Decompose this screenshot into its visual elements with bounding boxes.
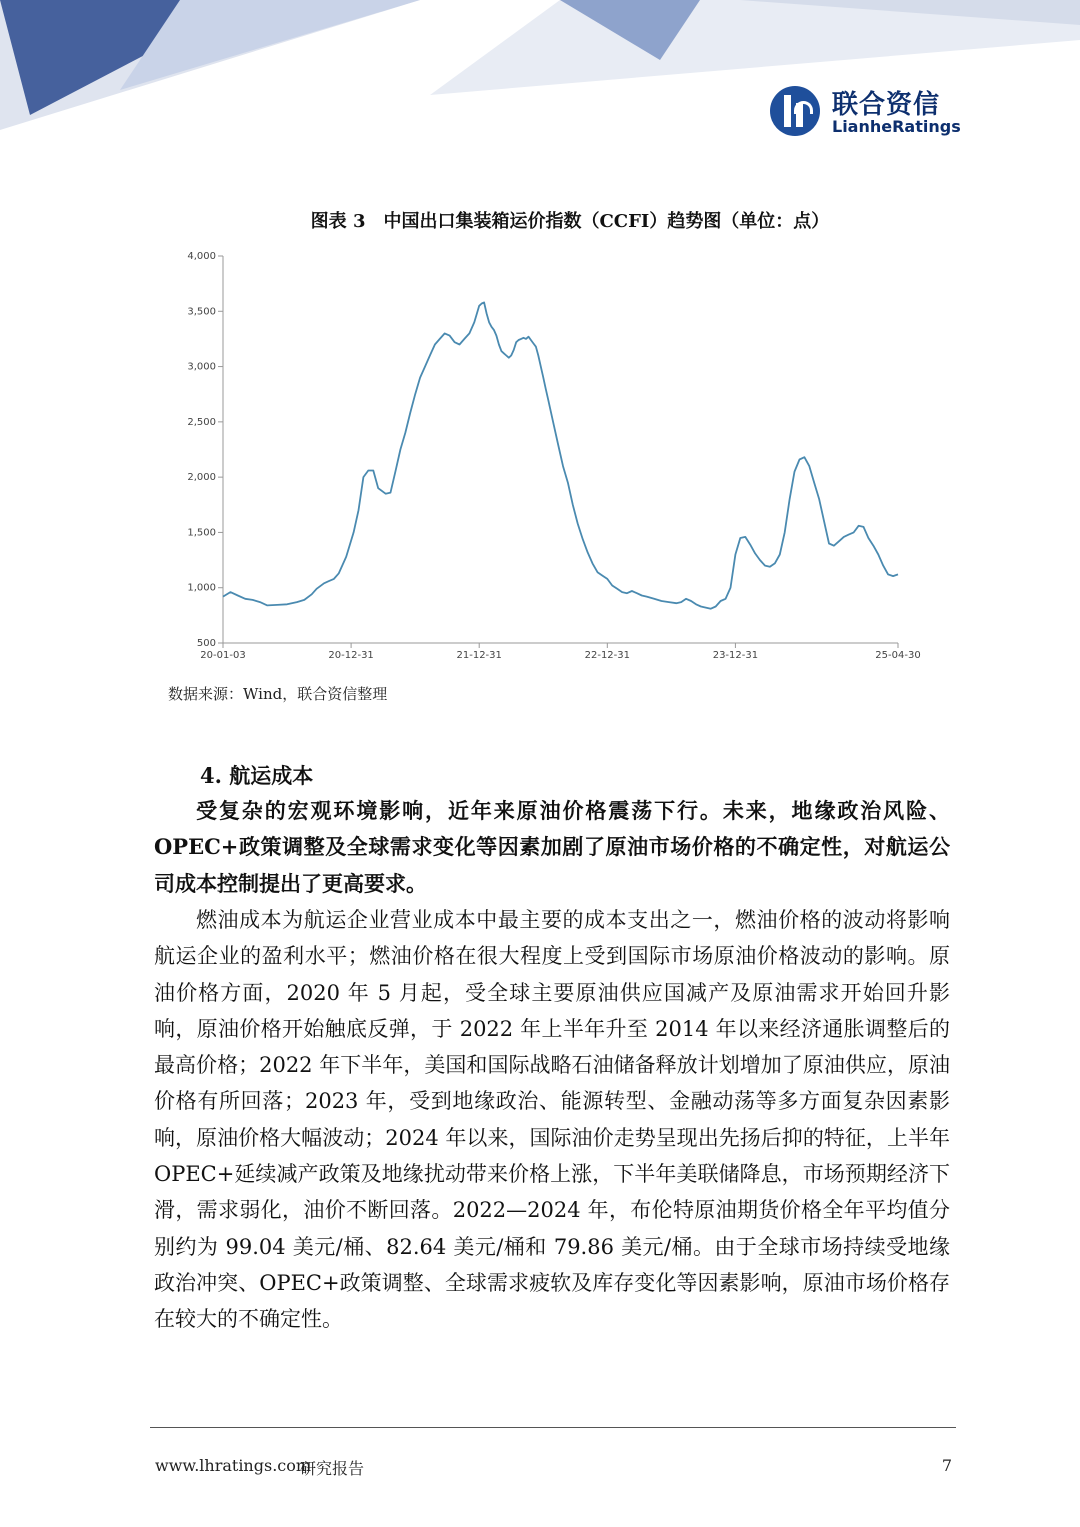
series-group: [223, 302, 898, 608]
y-tick-label: 4,000: [187, 251, 216, 262]
footer-divider: [150, 1427, 956, 1428]
figure-caption: 图表 3 中国出口集装箱运价指数（CCFI）趋势图（单位：点）: [310, 211, 830, 232]
y-tick-label: 3,500: [187, 306, 216, 318]
footer-url: www.lhratings.com: [155, 1456, 312, 1475]
footer-doc-type: 研究报告: [300, 1459, 365, 1478]
y-tick-label: 1,500: [187, 527, 216, 539]
summary-paragraph: 受复杂的宏观环境影响，近年来原油价格震荡下行。未来，地缘政治风险、OPEC+政策调整及全球需求变化等因素加剧了原油市场价格的不确定性，对航运公司成本控制提出了更高要求。: [154, 798, 950, 896]
company-logo: [770, 84, 970, 144]
y-tick-label: 2,500: [187, 416, 216, 428]
logo-chinese-name: 联合资信: [832, 90, 941, 120]
y-tick-label: 500: [196, 638, 216, 649]
y-tick-label: 1,000: [187, 582, 216, 594]
body-paragraph: 燃油成本为航运企业营业成本中最主要的成本支出之一，燃油价格的波动将影响航运企业的盈利水平；燃油价格在很大程度上受到国际市场原油价格波动的影响。原油价格方面，2020 年 5 月起，受全球主要原油供应国减产及原油需求开始回升影响，原油价格开始触底反弹，于 2022 年上半年升至 2014 年以来经济通胀调整后的最高价格；2022 年下半年，美国和国际战略石油储备释放计划增加了原油供应，原油价格有所回落；2023 年，受到地缘政治、能源转型、金融动荡等多方面复杂因素影响，原油价格大幅波动；2024 年以来，国际油价走势呈现出先扬后抑的特征，上半年 OPEC+延续减产政策及地缘扰动带来价格上涨，下半年美联储降息，市场预期经济下滑，需求弱化，油价不断回落。2022—2024 年，布伦特原油期货价格全年平均值分别约为 99.04 美元/桶、82.64 美元/桶和 79.86 美元/桶。由于全球市场持续受地缘政治冲突、OPEC+政策调整、全球需求疲软及库存变化等因素影响，原油市场价格存在较大的不确定性。: [154, 908, 950, 1332]
y-tick-label: 3,000: [187, 361, 216, 373]
x-axis: [200, 643, 920, 661]
series-line-ccfi: [223, 302, 898, 608]
x-tick-label: 21-12-31: [456, 650, 502, 661]
logo-mark: [770, 86, 820, 136]
x-tick-label: 20-01-03: [200, 650, 246, 661]
ccfi-line-chart: [150, 240, 940, 665]
x-tick-label: 25-04-30: [875, 650, 921, 661]
logo-english-name: LianheRatings: [832, 117, 961, 136]
y-axis: [187, 251, 223, 649]
x-tick-label: 22-12-31: [584, 650, 631, 661]
x-tick-label: 23-12-31: [712, 650, 759, 661]
y-tick-label: 2,000: [187, 472, 216, 484]
data-source-note: 数据来源：Wind，联合资信整理: [168, 685, 388, 703]
section-heading: 4. 航运成本: [200, 763, 314, 788]
page-number: 7: [941, 1456, 952, 1475]
x-tick-label: 20-12-31: [328, 650, 374, 661]
